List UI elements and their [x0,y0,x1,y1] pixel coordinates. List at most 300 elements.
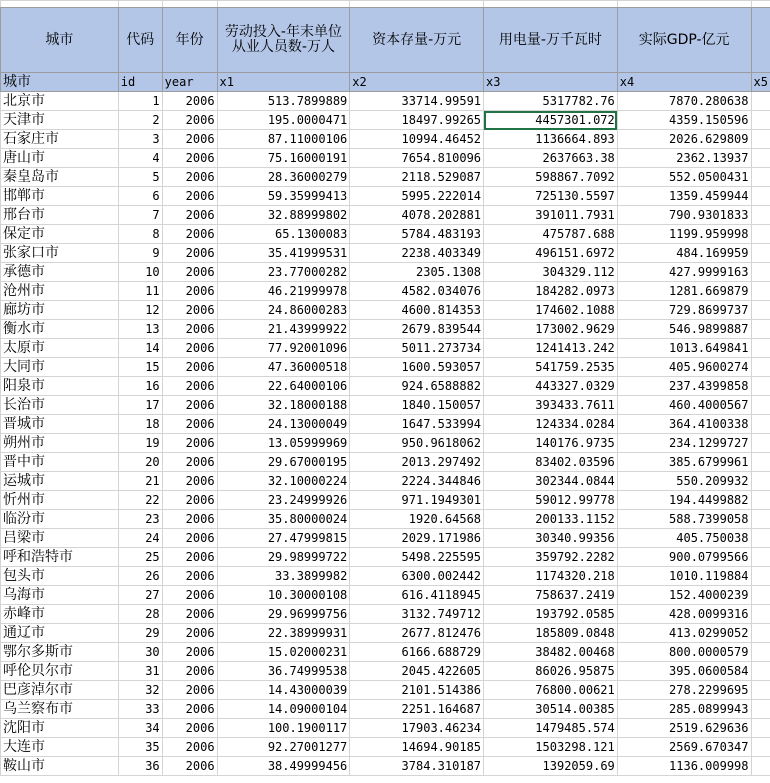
cell-capital[interactable]: 10994.46452 [350,130,484,149]
cell-gdp[interactable]: 413.0299052 [617,624,751,643]
cell-code[interactable]: 1 [118,92,162,111]
cell-capital[interactable]: 2101.514386 [350,681,484,700]
cell-extra[interactable] [751,434,770,453]
cell-gdp[interactable]: 2569.670347 [617,738,751,757]
varname-cell[interactable]: x1 [217,73,350,92]
cell-gdp[interactable]: 900.0799566 [617,548,751,567]
cell-code[interactable]: 20 [118,453,162,472]
cell-extra[interactable] [751,396,770,415]
cell-electricity[interactable]: 1392059.69 [484,757,618,776]
cell-electricity[interactable]: 496151.6972 [484,244,618,263]
cell-year[interactable]: 2006 [162,206,217,225]
cell-code[interactable]: 36 [118,757,162,776]
cell-code[interactable]: 14 [118,339,162,358]
cell-city[interactable]: 保定市 [1,225,119,244]
cell-code[interactable]: 30 [118,643,162,662]
cell-year[interactable]: 2006 [162,719,217,738]
cell-capital[interactable]: 2013.297492 [350,453,484,472]
cell-capital[interactable]: 18497.99265 [350,111,484,130]
cell-electricity[interactable]: 391011.7931 [484,206,618,225]
cell-year[interactable]: 2006 [162,472,217,491]
cell-electricity[interactable]: 302344.0844 [484,472,618,491]
cell-electricity[interactable]: 598867.7092 [484,168,618,187]
cell-code[interactable]: 31 [118,662,162,681]
cell-electricity[interactable]: 393433.7611 [484,396,618,415]
cell-gdp[interactable]: 1199.959998 [617,225,751,244]
cell-labor[interactable]: 14.43000039 [217,681,350,700]
cell-extra[interactable] [751,548,770,567]
cell-year[interactable]: 2006 [162,738,217,757]
cell-gdp[interactable]: 2362.13937 [617,149,751,168]
cell-city[interactable]: 沧州市 [1,282,119,301]
cell-year[interactable]: 2006 [162,434,217,453]
cell-extra[interactable] [751,206,770,225]
header-cell-gdp[interactable]: 实际GDP-亿元 [617,8,751,73]
cell-labor[interactable]: 24.86000283 [217,301,350,320]
cell-capital[interactable]: 971.1949301 [350,491,484,510]
cell-gdp[interactable]: 1013.649841 [617,339,751,358]
cell-capital[interactable]: 2238.403349 [350,244,484,263]
cell-year[interactable]: 2006 [162,529,217,548]
cell-electricity[interactable]: 185809.0848 [484,624,618,643]
cell-capital[interactable]: 4600.814353 [350,301,484,320]
cell-year[interactable]: 2006 [162,92,217,111]
cell-gdp[interactable]: 550.209932 [617,472,751,491]
cell-city[interactable]: 张家口市 [1,244,119,263]
cell-city[interactable]: 吕梁市 [1,529,119,548]
cell-electricity[interactable]: 83402.03596 [484,453,618,472]
cell-capital[interactable]: 3784.310187 [350,757,484,776]
cell-labor[interactable]: 32.18000188 [217,396,350,415]
cell-capital[interactable]: 2305.1308 [350,263,484,282]
header-cell-electricity[interactable]: 用电量-万千瓦时 [484,8,618,73]
cell-city[interactable]: 阳泉市 [1,377,119,396]
cell-extra[interactable] [751,624,770,643]
cell-code[interactable]: 23 [118,510,162,529]
cell-year[interactable]: 2006 [162,662,217,681]
header-cell-city[interactable]: 城市 [1,8,119,73]
cell-labor[interactable]: 32.88999802 [217,206,350,225]
cell-code[interactable]: 32 [118,681,162,700]
header-cell-labor[interactable]: 劳动投入-年末单位从业人员数-万人 [217,8,350,73]
cell-city[interactable]: 大同市 [1,358,119,377]
cell-extra[interactable] [751,662,770,681]
cell-labor[interactable]: 46.21999978 [217,282,350,301]
cell-capital[interactable]: 5784.483193 [350,225,484,244]
cell-code[interactable]: 18 [118,415,162,434]
cell-electricity[interactable]: 174602.1088 [484,301,618,320]
cell-extra[interactable] [751,358,770,377]
cell-labor[interactable]: 23.77000282 [217,263,350,282]
cell-labor[interactable]: 29.96999756 [217,605,350,624]
cell-electricity[interactable]: 59012.99778 [484,491,618,510]
cell-electricity[interactable]: 443327.0329 [484,377,618,396]
cell-city[interactable]: 廊坊市 [1,301,119,320]
header-cell-year[interactable]: 年份 [162,8,217,73]
cell-year[interactable]: 2006 [162,377,217,396]
cell-code[interactable]: 9 [118,244,162,263]
cell-city[interactable]: 邯郸市 [1,187,119,206]
cell-gdp[interactable]: 460.4000567 [617,396,751,415]
cell-labor[interactable]: 59.35999413 [217,187,350,206]
cell-labor[interactable]: 33.3899982 [217,567,350,586]
cell-capital[interactable]: 6300.002442 [350,567,484,586]
cell-extra[interactable] [751,529,770,548]
cell-capital[interactable]: 7654.810096 [350,149,484,168]
cell-capital[interactable]: 1600.593057 [350,358,484,377]
cell-code[interactable]: 13 [118,320,162,339]
cell-electricity[interactable]: 2637663.38 [484,149,618,168]
cell-gdp[interactable]: 2026.629809 [617,130,751,149]
cell-year[interactable]: 2006 [162,244,217,263]
cell-electricity[interactable]: 173002.9629 [484,320,618,339]
cell-city[interactable]: 承德市 [1,263,119,282]
cell-year[interactable]: 2006 [162,757,217,776]
cell-extra[interactable] [751,415,770,434]
cell-year[interactable]: 2006 [162,624,217,643]
cell-gdp[interactable]: 194.4499882 [617,491,751,510]
cell-capital[interactable]: 2029.171986 [350,529,484,548]
cell-code[interactable]: 11 [118,282,162,301]
cell-city[interactable]: 石家庄市 [1,130,119,149]
cell-year[interactable]: 2006 [162,301,217,320]
cell-capital[interactable]: 5498.225595 [350,548,484,567]
cell-code[interactable]: 28 [118,605,162,624]
cell-code[interactable]: 4 [118,149,162,168]
cell-extra[interactable] [751,567,770,586]
cell-code[interactable]: 17 [118,396,162,415]
cell-gdp[interactable]: 395.0600584 [617,662,751,681]
cell-gdp[interactable]: 1136.009998 [617,757,751,776]
cell-city[interactable]: 乌海市 [1,586,119,605]
cell-city[interactable]: 沈阳市 [1,719,119,738]
cell-gdp[interactable]: 4359.150596 [617,111,751,130]
cell-capital[interactable]: 2677.812476 [350,624,484,643]
cell-year[interactable]: 2006 [162,263,217,282]
cell-electricity[interactable]: 1136664.893 [484,130,618,149]
cell-labor[interactable]: 35.41999531 [217,244,350,263]
cell-electricity[interactable]: 30340.99356 [484,529,618,548]
cell-code[interactable]: 16 [118,377,162,396]
cell-extra[interactable] [751,301,770,320]
cell-city[interactable]: 通辽市 [1,624,119,643]
cell-extra[interactable] [751,244,770,263]
cell-labor[interactable]: 47.36000518 [217,358,350,377]
varname-cell[interactable]: x5 [751,73,770,92]
cell-city[interactable]: 呼伦贝尔市 [1,662,119,681]
cell-city[interactable]: 唐山市 [1,149,119,168]
cell-gdp[interactable]: 729.8699737 [617,301,751,320]
header-cell-code[interactable]: 代码 [118,8,162,73]
cell-code[interactable]: 35 [118,738,162,757]
cell-gdp[interactable]: 552.0500431 [617,168,751,187]
cell-labor[interactable]: 15.02000231 [217,643,350,662]
cell-gdp[interactable]: 484.169959 [617,244,751,263]
cell-gdp[interactable]: 428.0099316 [617,605,751,624]
cell-year[interactable]: 2006 [162,491,217,510]
cell-electricity[interactable]: 124334.0284 [484,415,618,434]
varname-cell[interactable]: year [162,73,217,92]
cell-labor[interactable]: 29.98999722 [217,548,350,567]
cell-labor[interactable]: 21.43999922 [217,320,350,339]
cell-electricity[interactable]: 541759.2535 [484,358,618,377]
cell-code[interactable]: 21 [118,472,162,491]
cell-year[interactable]: 2006 [162,225,217,244]
cell-capital[interactable]: 4582.034076 [350,282,484,301]
cell-extra[interactable] [751,738,770,757]
cell-extra[interactable] [751,168,770,187]
cell-capital[interactable]: 3132.749712 [350,605,484,624]
cell-code[interactable]: 24 [118,529,162,548]
cell-code[interactable]: 15 [118,358,162,377]
cell-electricity[interactable]: 4457301.072 [484,111,618,130]
cell-extra[interactable] [751,92,770,111]
cell-code[interactable]: 6 [118,187,162,206]
cell-labor[interactable]: 22.64000106 [217,377,350,396]
cell-extra[interactable] [751,586,770,605]
cell-city[interactable]: 衡水市 [1,320,119,339]
cell-city[interactable]: 鞍山市 [1,757,119,776]
cell-electricity[interactable]: 200133.1152 [484,510,618,529]
cell-year[interactable]: 2006 [162,130,217,149]
cell-year[interactable]: 2006 [162,149,217,168]
cell-code[interactable]: 33 [118,700,162,719]
cell-labor[interactable]: 65.1300083 [217,225,350,244]
cell-capital[interactable]: 1647.533994 [350,415,484,434]
cell-gdp[interactable]: 364.4100338 [617,415,751,434]
cell-electricity[interactable]: 475787.688 [484,225,618,244]
cell-extra[interactable] [751,643,770,662]
cell-gdp[interactable]: 546.9899887 [617,320,751,339]
cell-gdp[interactable]: 427.9999163 [617,263,751,282]
cell-capital[interactable]: 17903.46234 [350,719,484,738]
cell-capital[interactable]: 2224.344846 [350,472,484,491]
cell-gdp[interactable]: 152.4000239 [617,586,751,605]
cell-capital[interactable]: 5995.222014 [350,187,484,206]
cell-labor[interactable]: 36.74999538 [217,662,350,681]
cell-gdp[interactable]: 2519.629636 [617,719,751,738]
cell-code[interactable]: 10 [118,263,162,282]
cell-city[interactable]: 北京市 [1,92,119,111]
cell-extra[interactable] [751,263,770,282]
cell-city[interactable]: 乌兰察布市 [1,700,119,719]
varname-cell[interactable]: 城市 [1,73,119,92]
cell-city[interactable]: 长治市 [1,396,119,415]
cell-capital[interactable]: 5011.273734 [350,339,484,358]
cell-year[interactable]: 2006 [162,548,217,567]
cell-city[interactable]: 包头市 [1,567,119,586]
cell-gdp[interactable]: 1359.459944 [617,187,751,206]
cell-code[interactable]: 7 [118,206,162,225]
cell-extra[interactable] [751,320,770,339]
cell-extra[interactable] [751,719,770,738]
cell-year[interactable]: 2006 [162,453,217,472]
cell-labor[interactable]: 13.05999969 [217,434,350,453]
cell-city[interactable]: 忻州市 [1,491,119,510]
cell-city[interactable]: 赤峰市 [1,605,119,624]
cell-code[interactable]: 34 [118,719,162,738]
cell-labor[interactable]: 23.24999926 [217,491,350,510]
cell-capital[interactable]: 4078.202881 [350,206,484,225]
cell-code[interactable]: 2 [118,111,162,130]
header-cell-extra[interactable] [751,8,770,73]
cell-year[interactable]: 2006 [162,586,217,605]
cell-city[interactable]: 太原市 [1,339,119,358]
cell-capital[interactable]: 2679.839544 [350,320,484,339]
cell-capital[interactable]: 1840.150057 [350,396,484,415]
cell-gdp[interactable]: 385.6799961 [617,453,751,472]
cell-year[interactable]: 2006 [162,282,217,301]
cell-code[interactable]: 8 [118,225,162,244]
cell-electricity[interactable]: 30514.00385 [484,700,618,719]
cell-city[interactable]: 邢台市 [1,206,119,225]
cell-gdp[interactable]: 278.2299695 [617,681,751,700]
cell-labor[interactable]: 24.13000049 [217,415,350,434]
cell-code[interactable]: 5 [118,168,162,187]
cell-year[interactable]: 2006 [162,567,217,586]
cell-extra[interactable] [751,453,770,472]
cell-city[interactable]: 巴彦淖尔市 [1,681,119,700]
cell-gdp[interactable]: 7870.280638 [617,92,751,111]
cell-labor[interactable]: 28.36000279 [217,168,350,187]
cell-labor[interactable]: 22.38999931 [217,624,350,643]
cell-labor[interactable]: 14.09000104 [217,700,350,719]
header-cell-capital[interactable]: 资本存量-万元 [350,8,484,73]
cell-electricity[interactable]: 1503298.121 [484,738,618,757]
cell-electricity[interactable]: 1241413.242 [484,339,618,358]
cell-labor[interactable]: 29.67000195 [217,453,350,472]
varname-cell[interactable]: x3 [484,73,618,92]
cell-electricity[interactable]: 1479485.574 [484,719,618,738]
cell-capital[interactable]: 2045.422605 [350,662,484,681]
cell-city[interactable]: 秦皇岛市 [1,168,119,187]
cell-gdp[interactable]: 1010.119884 [617,567,751,586]
cell-extra[interactable] [751,681,770,700]
cell-labor[interactable]: 32.10000224 [217,472,350,491]
cell-code[interactable]: 29 [118,624,162,643]
cell-labor[interactable]: 77.92001096 [217,339,350,358]
cell-capital[interactable]: 924.6588882 [350,377,484,396]
cell-labor[interactable]: 35.80000024 [217,510,350,529]
cell-year[interactable]: 2006 [162,700,217,719]
cell-electricity[interactable]: 140176.9735 [484,434,618,453]
cell-extra[interactable] [751,149,770,168]
cell-extra[interactable] [751,700,770,719]
cell-year[interactable]: 2006 [162,187,217,206]
cell-city[interactable]: 大连市 [1,738,119,757]
cell-code[interactable]: 25 [118,548,162,567]
cell-labor[interactable]: 10.30000108 [217,586,350,605]
cell-capital[interactable]: 2118.529087 [350,168,484,187]
cell-year[interactable]: 2006 [162,396,217,415]
cell-capital[interactable]: 6166.688729 [350,643,484,662]
cell-labor[interactable]: 75.16000191 [217,149,350,168]
cell-electricity[interactable]: 758637.2419 [484,586,618,605]
cell-capital[interactable]: 616.4118945 [350,586,484,605]
cell-electricity[interactable]: 86026.95875 [484,662,618,681]
cell-city[interactable]: 运城市 [1,472,119,491]
cell-labor[interactable]: 195.0000471 [217,111,350,130]
cell-gdp[interactable]: 1281.669879 [617,282,751,301]
cell-code[interactable]: 22 [118,491,162,510]
cell-gdp[interactable]: 588.7399058 [617,510,751,529]
cell-labor[interactable]: 513.7899889 [217,92,350,111]
cell-extra[interactable] [751,339,770,358]
cell-code[interactable]: 12 [118,301,162,320]
cell-year[interactable]: 2006 [162,339,217,358]
cell-city[interactable]: 天津市 [1,111,119,130]
cell-gdp[interactable]: 405.750038 [617,529,751,548]
cell-year[interactable]: 2006 [162,681,217,700]
cell-electricity[interactable]: 193792.0585 [484,605,618,624]
cell-electricity[interactable]: 38482.00468 [484,643,618,662]
cell-gdp[interactable]: 237.4399858 [617,377,751,396]
cell-year[interactable]: 2006 [162,643,217,662]
cell-extra[interactable] [751,225,770,244]
cell-extra[interactable] [751,472,770,491]
cell-labor[interactable]: 87.11000106 [217,130,350,149]
cell-capital[interactable]: 1920.64568 [350,510,484,529]
varname-cell[interactable]: x4 [617,73,751,92]
varname-cell[interactable]: id [118,73,162,92]
cell-code[interactable]: 19 [118,434,162,453]
cell-labor[interactable]: 92.27001277 [217,738,350,757]
cell-city[interactable]: 朔州市 [1,434,119,453]
cell-extra[interactable] [751,491,770,510]
cell-labor[interactable]: 27.47999815 [217,529,350,548]
cell-year[interactable]: 2006 [162,168,217,187]
cell-electricity[interactable]: 184282.0973 [484,282,618,301]
cell-electricity[interactable]: 5317782.76 [484,92,618,111]
cell-code[interactable]: 26 [118,567,162,586]
cell-extra[interactable] [751,757,770,776]
cell-year[interactable]: 2006 [162,510,217,529]
cell-electricity[interactable]: 359792.2282 [484,548,618,567]
cell-city[interactable]: 呼和浩特市 [1,548,119,567]
cell-gdp[interactable]: 234.1299727 [617,434,751,453]
varname-cell[interactable]: x2 [350,73,484,92]
cell-gdp[interactable]: 790.9301833 [617,206,751,225]
cell-year[interactable]: 2006 [162,111,217,130]
cell-labor[interactable]: 38.49999456 [217,757,350,776]
cell-electricity[interactable]: 1174320.218 [484,567,618,586]
cell-year[interactable]: 2006 [162,358,217,377]
cell-extra[interactable] [751,510,770,529]
cell-extra[interactable] [751,130,770,149]
cell-capital[interactable]: 33714.99591 [350,92,484,111]
cell-extra[interactable] [751,377,770,396]
cell-extra[interactable] [751,111,770,130]
cell-extra[interactable] [751,605,770,624]
cell-code[interactable]: 27 [118,586,162,605]
cell-year[interactable]: 2006 [162,605,217,624]
cell-extra[interactable] [751,282,770,301]
cell-labor[interactable]: 100.1900117 [217,719,350,738]
cell-city[interactable]: 晋中市 [1,453,119,472]
cell-code[interactable]: 3 [118,130,162,149]
cell-gdp[interactable]: 285.0899943 [617,700,751,719]
cell-year[interactable]: 2006 [162,320,217,339]
cell-gdp[interactable]: 405.9600274 [617,358,751,377]
cell-capital[interactable]: 2251.164687 [350,700,484,719]
cell-year[interactable]: 2006 [162,415,217,434]
cell-extra[interactable] [751,187,770,206]
cell-capital[interactable]: 14694.90185 [350,738,484,757]
cell-capital[interactable]: 950.9618062 [350,434,484,453]
cell-electricity[interactable]: 725130.5597 [484,187,618,206]
cell-city[interactable]: 晋城市 [1,415,119,434]
cell-city[interactable]: 鄂尔多斯市 [1,643,119,662]
